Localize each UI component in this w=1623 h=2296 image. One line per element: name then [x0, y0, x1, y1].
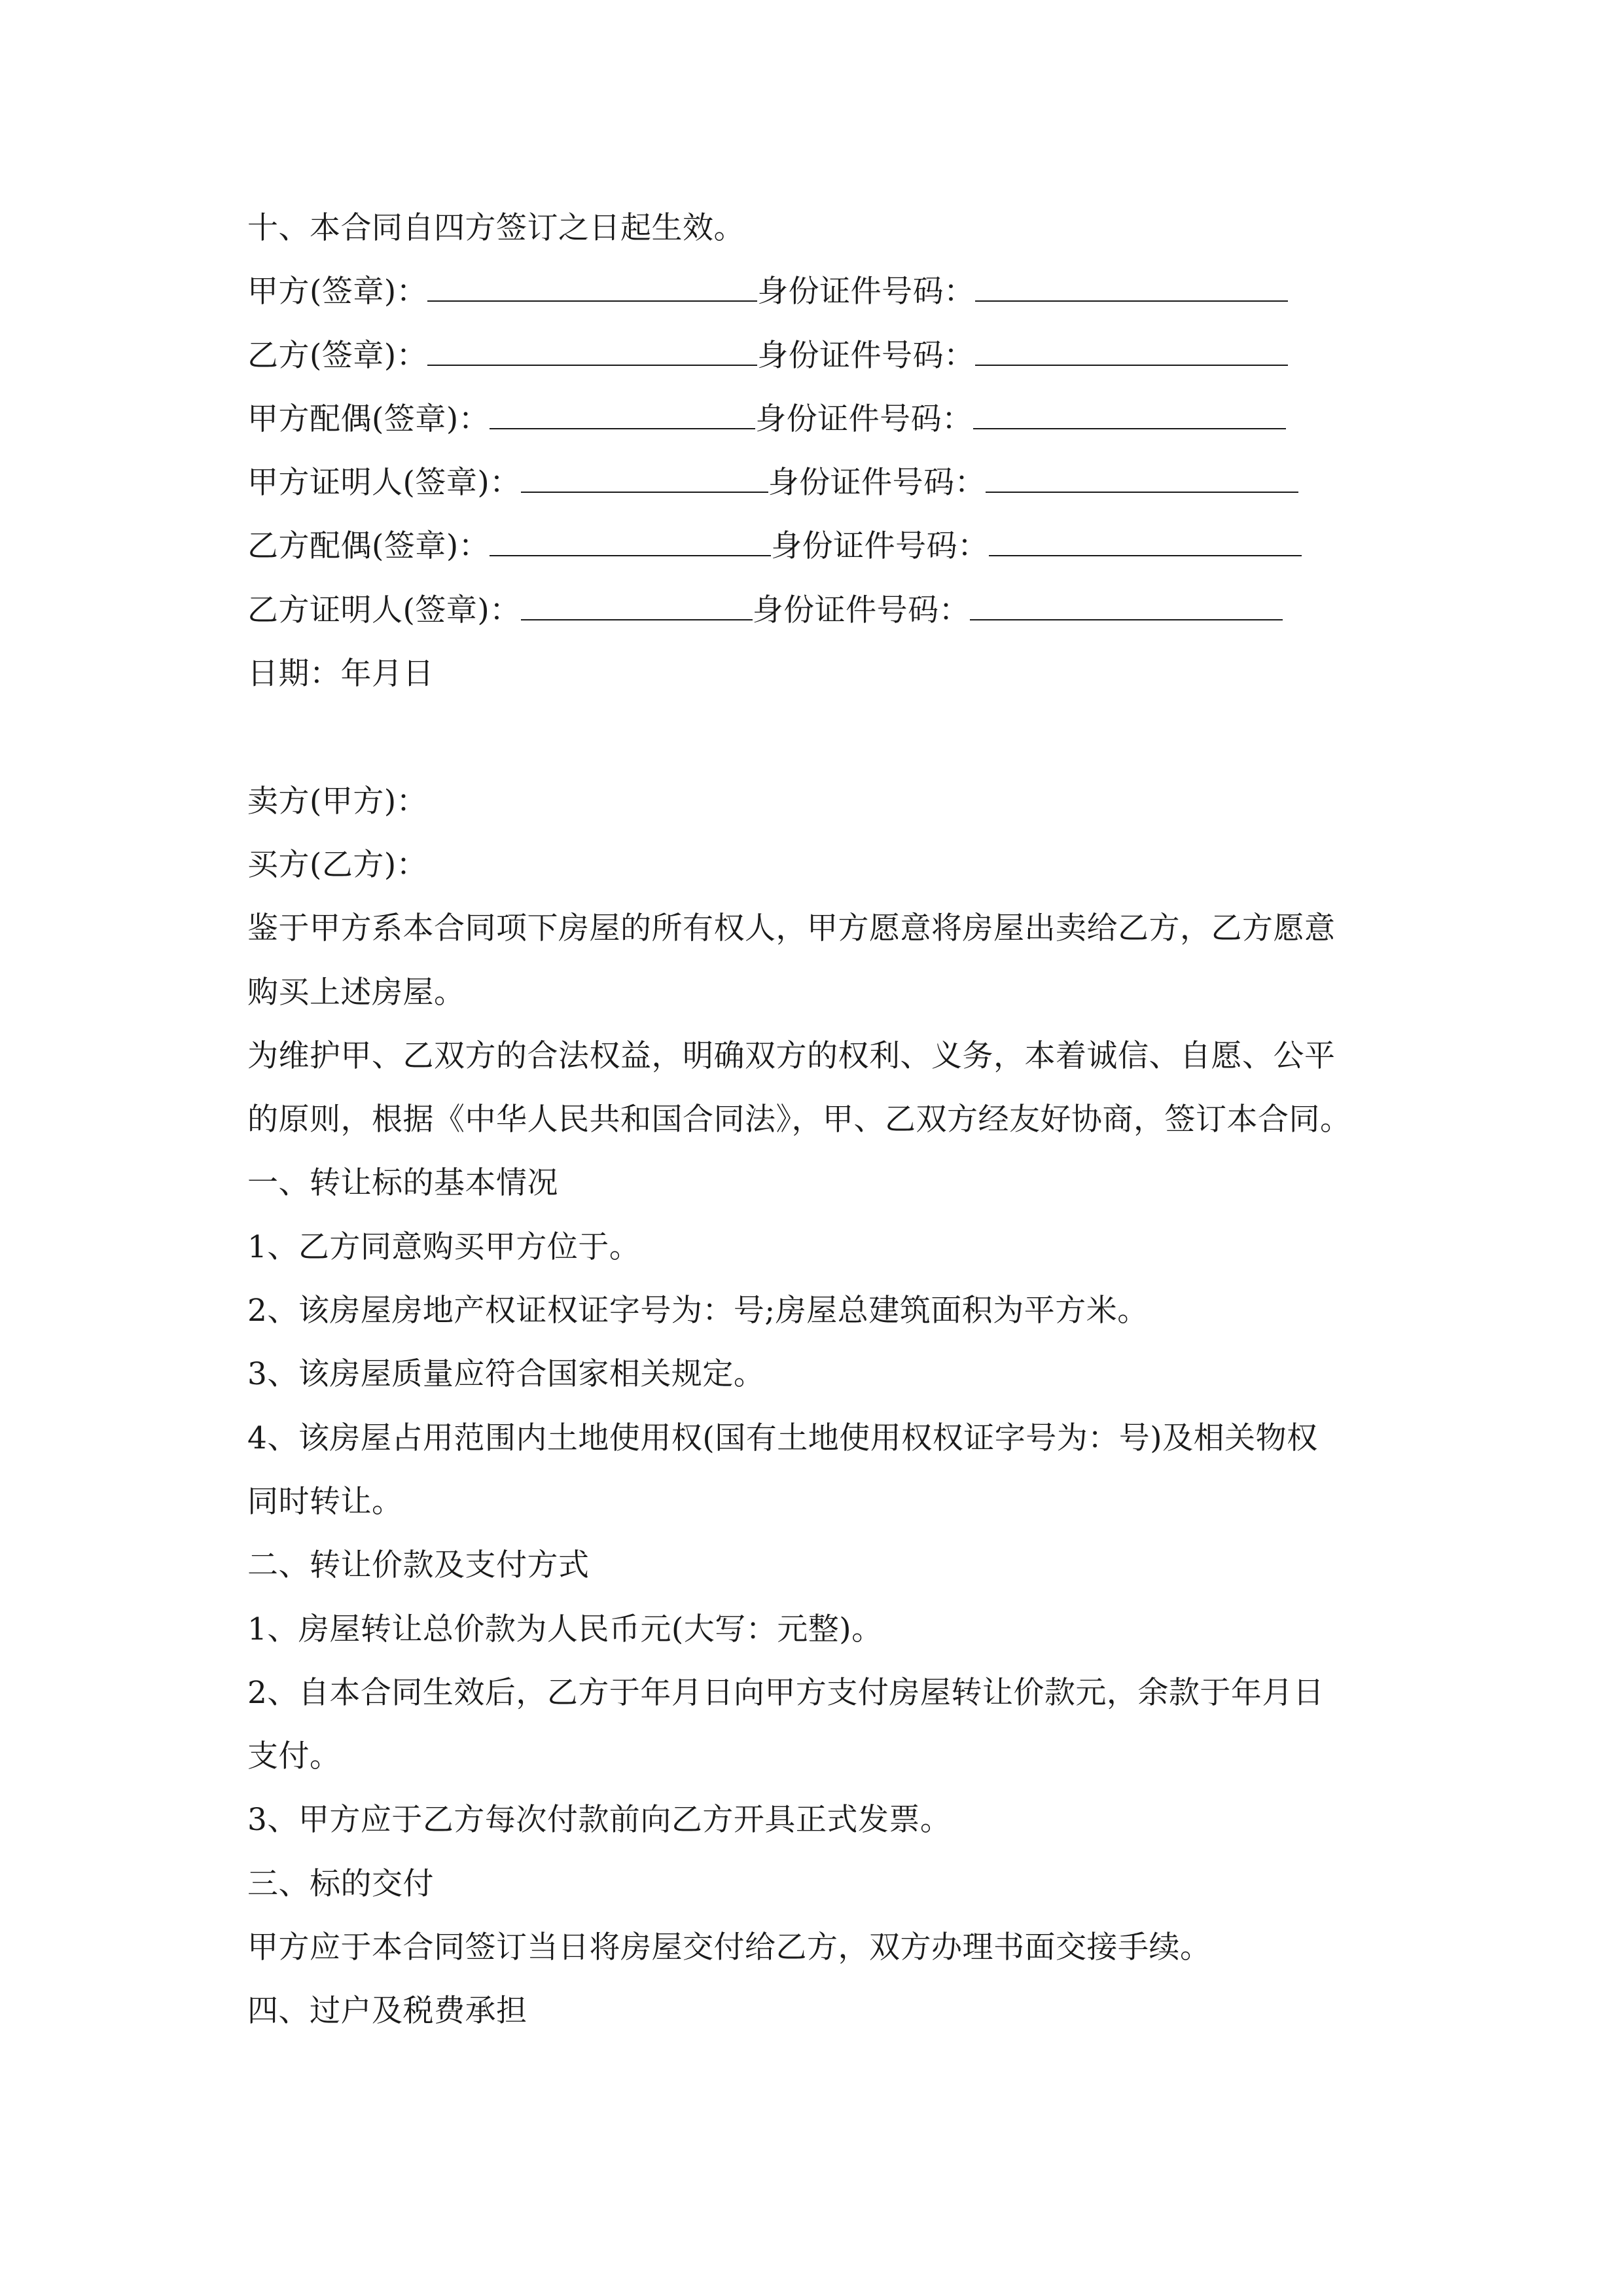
id-blank	[975, 342, 1288, 366]
preamble-paragraph-1-cont: 购买上述房屋。	[247, 974, 465, 1011]
clause-ten: 十、本合同自四方签订之日起生效。	[247, 210, 745, 246]
signature-blank	[490, 406, 755, 429]
id-label: 身份证件号码：	[752, 592, 971, 628]
preamble-paragraph-1: 鉴于甲方系本合同项下房屋的所有权人，甲方愿意将房屋出卖给乙方，乙方愿意	[247, 910, 1336, 947]
signature-label: 甲方配偶(签章)：	[247, 401, 490, 437]
signature-blank	[521, 469, 768, 493]
date-line: 日期：年月日	[247, 656, 434, 692]
list-item: 1、房屋转让总价款为人民币元(大写：元整)。	[247, 1611, 883, 1647]
signature-row-party-a-witness	[247, 451, 1399, 514]
signature-label: 甲方(签章)：	[247, 274, 428, 310]
list-item-cont: 支付。	[247, 1738, 341, 1775]
list-item: 3、甲方应于乙方每次付款前向乙方开具正式发票。	[247, 1802, 952, 1839]
list-item: 4、该房屋占用范围内土地使用权(国有土地使用权权证字号为：号)及相关物权	[247, 1420, 1318, 1456]
list-item: 2、自本合同生效后，乙方于年月日向甲方支付房屋转让价款元，余款于年月日	[247, 1674, 1325, 1711]
preamble-paragraph-2-cont: 的原则，根据《中华人民共和国合同法》，甲、乙双方经友好协商，签订本合同。	[247, 1102, 1351, 1138]
signature-blank	[427, 342, 757, 366]
id-blank	[975, 278, 1288, 302]
buyer-line: 买方(乙方)：	[247, 846, 428, 883]
signature-label: 甲方证明人(签章)：	[247, 465, 521, 501]
list-item-cont: 同时转让。	[247, 1483, 403, 1520]
signature-row-party-a	[247, 260, 1399, 323]
signature-label: 乙方证明人(签章)：	[247, 592, 521, 628]
signature-label: 乙方(签章)：	[247, 337, 428, 374]
list-item: 1、乙方同意购买甲方位于。	[247, 1229, 641, 1265]
signature-label: 乙方配偶(签章)：	[247, 528, 490, 565]
section-heading: 二、转让价款及支付方式	[247, 1547, 590, 1584]
id-label: 身份证件号码：	[771, 528, 989, 565]
section-heading: 四、过户及税费承担	[247, 1993, 527, 2030]
id-label: 身份证件号码：	[768, 465, 986, 501]
id-label: 身份证件号码：	[755, 401, 973, 437]
seller-line: 卖方(甲方)：	[247, 783, 428, 819]
signature-row-party-b-spouse	[247, 514, 1399, 578]
id-blank	[973, 406, 1286, 429]
section-heading: 三、标的交付	[247, 1865, 434, 1902]
section-gap	[247, 706, 1399, 769]
signature-row-party-b	[247, 324, 1399, 387]
signature-row-party-a-spouse	[247, 387, 1399, 451]
signature-blank	[427, 278, 757, 302]
signature-row-party-b-witness	[247, 579, 1399, 642]
id-blank	[970, 597, 1283, 620]
list-item: 3、该房屋质量应符合国家相关规定。	[247, 1356, 765, 1393]
preamble-paragraph-2: 为维护甲、乙双方的合法权益，明确双方的权利、义务，本着诚信、自愿、公平	[247, 1037, 1336, 1074]
section-heading: 一、转让标的基本情况	[247, 1165, 558, 1202]
id-label: 身份证件号码：	[757, 274, 975, 310]
signature-blank	[521, 597, 753, 620]
paragraph: 甲方应于本合同签订当日将房屋交付给乙方，双方办理书面交接手续。	[247, 1929, 1211, 1966]
id-label: 身份证件号码：	[757, 337, 975, 374]
id-blank	[986, 469, 1298, 493]
signature-blank	[490, 533, 771, 556]
list-item: 2、该房屋房地产权证权证字号为：号;房屋总建筑面积为平方米。	[247, 1293, 1149, 1329]
document-body	[247, 196, 1399, 2043]
id-blank	[989, 533, 1302, 556]
